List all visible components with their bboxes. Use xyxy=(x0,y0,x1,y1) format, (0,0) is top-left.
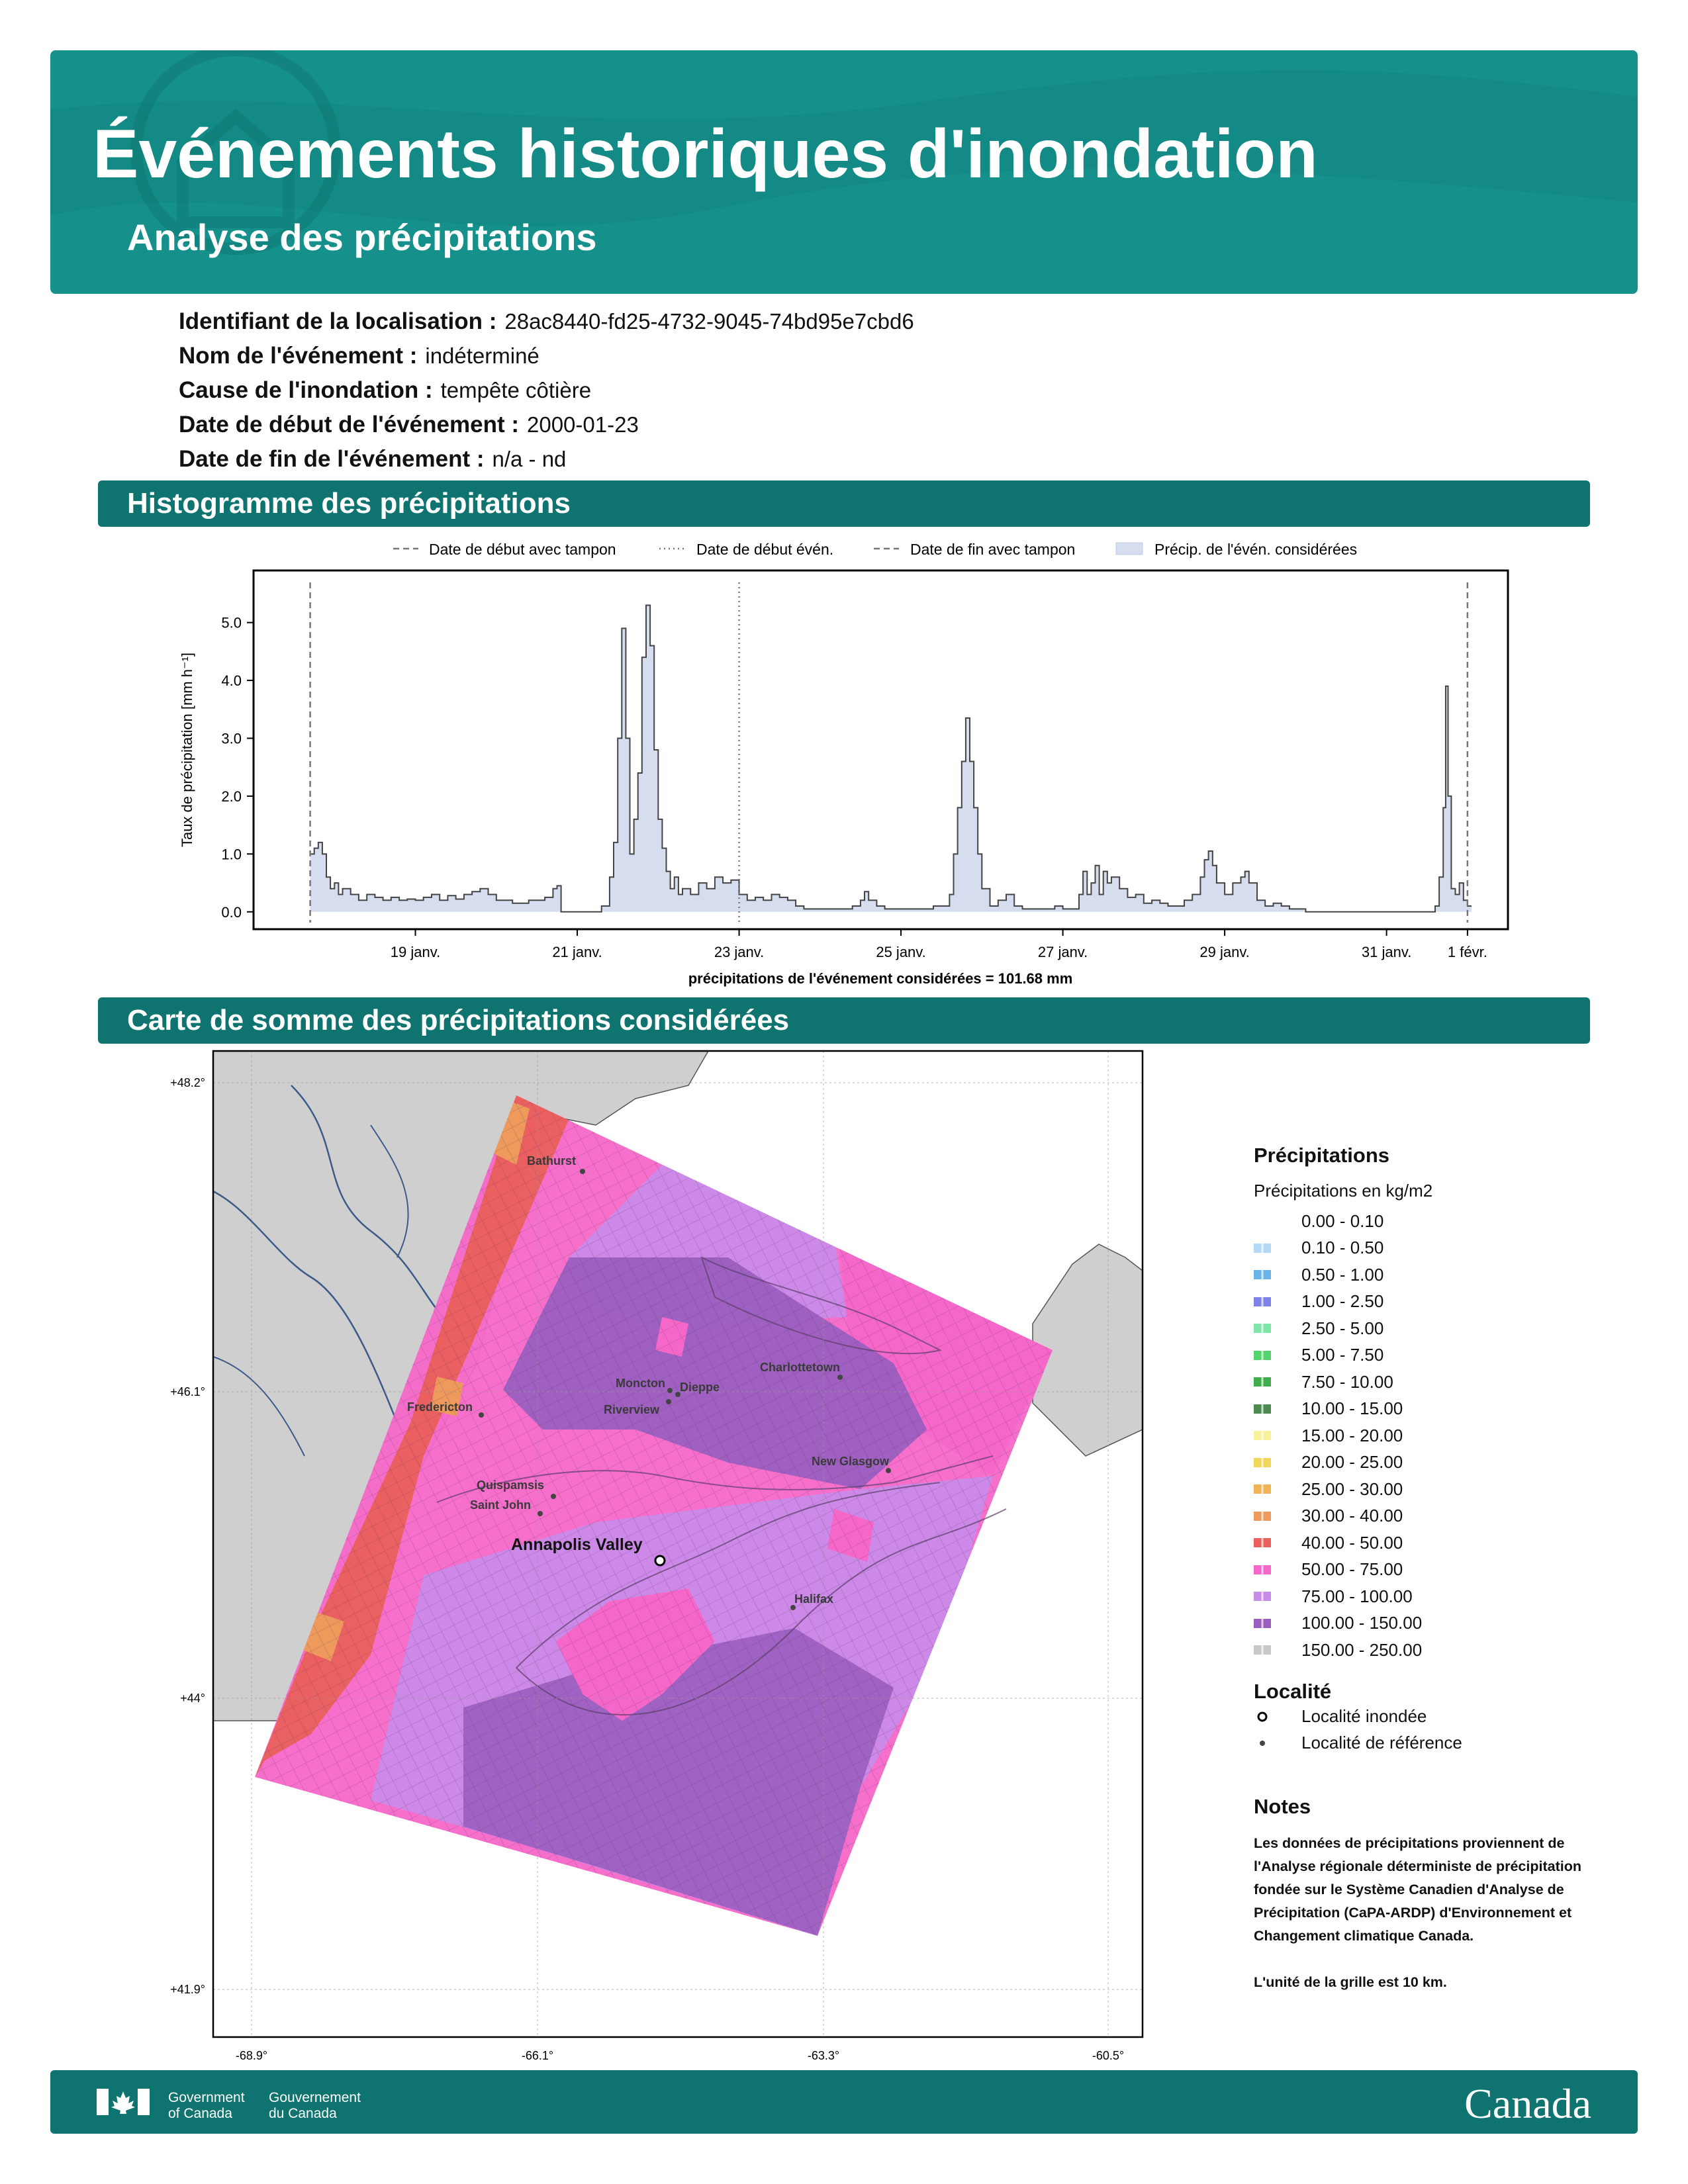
y-tick-label: 4.0 xyxy=(221,672,242,690)
place-fredericton: Fredericton xyxy=(407,1400,473,1414)
legend-buffer-end-label: Date de fin avec tampon xyxy=(910,541,1076,558)
lon-label-66: -66.1° xyxy=(521,2049,554,2062)
legend-class-item xyxy=(1254,1235,1611,1262)
locality-title: Localité xyxy=(1254,1679,1332,1703)
legend-class-item xyxy=(1254,1557,1611,1584)
legend-color-swatch xyxy=(1254,1377,1271,1387)
legend-class-item xyxy=(1254,1289,1611,1316)
legend-class-label: 0.00 - 0.10 xyxy=(1301,1210,1384,1231)
section-map-header: Carte de somme des précipitations considérées xyxy=(98,997,1590,1044)
y-tick-label: 5.0 xyxy=(221,614,242,631)
x-tick-label: 19 janv. xyxy=(390,944,441,960)
gov-english: Government of Canada xyxy=(168,2090,245,2121)
canada-wordmark: Canada xyxy=(1464,2080,1591,2127)
legend-class-item xyxy=(1254,1396,1611,1423)
section-histogram-header: Histogramme des précipitations xyxy=(98,480,1590,527)
legend-color-swatch xyxy=(1254,1431,1271,1440)
x-tick-label: 27 janv. xyxy=(1037,944,1088,960)
x-tick-label: 31 janv. xyxy=(1361,944,1412,960)
legend-title: Précipitations xyxy=(1254,1144,1389,1167)
lat-label-46: +46.1° xyxy=(170,1385,205,1398)
place-riverview: Riverview xyxy=(604,1403,660,1416)
place-quispamsis: Quispamsis xyxy=(477,1479,545,1492)
place-new-glasgow: New Glasgow xyxy=(812,1455,890,1468)
map-legend xyxy=(1254,1144,1611,1994)
legend-class-label: 150.00 - 250.00 xyxy=(1301,1639,1423,1660)
legend-class-label: 0.50 - 1.00 xyxy=(1301,1264,1384,1285)
footer xyxy=(50,2070,1638,2134)
locality-flooded: Localité inondée xyxy=(1254,1704,1611,1730)
legend-color-swatch xyxy=(1254,1324,1271,1333)
legend-class-item xyxy=(1254,1476,1611,1503)
x-tick-label: 1 févr. xyxy=(1447,944,1487,960)
detail-location-id: Identifiant de la localisation : 28ac8440-fd25-4732-9045-74bd95e7cbd6 xyxy=(179,308,914,334)
x-tick-label: 23 janv. xyxy=(714,944,765,960)
lon-label-63: -63.3° xyxy=(807,2049,840,2062)
canada-flag-icon xyxy=(97,2089,150,2115)
legend-class-item xyxy=(1254,1342,1611,1369)
x-tick-label: 21 janv. xyxy=(552,944,602,960)
x-axis-label: précipitations de l'événement considérées = 101.68 mm xyxy=(688,970,1073,987)
legend-class-item xyxy=(1254,1610,1611,1637)
legend-class-label: 2.50 - 5.00 xyxy=(1301,1318,1384,1338)
lat-label-41: +41.9° xyxy=(170,1983,205,1996)
legend-class-label: 0.10 - 0.50 xyxy=(1301,1238,1384,1258)
legend-color-swatch xyxy=(1254,1645,1271,1655)
legend-class-item xyxy=(1254,1422,1611,1449)
y-tick-label: 0.0 xyxy=(221,903,242,921)
legend-class-label: 1.00 - 2.50 xyxy=(1301,1291,1384,1312)
legend-color-swatch xyxy=(1254,1619,1271,1628)
legend-color-swatch xyxy=(1254,1565,1271,1574)
legend-class-label: 75.00 - 100.00 xyxy=(1301,1586,1413,1606)
place-halifax: Halifax xyxy=(794,1592,834,1606)
legend-class-item xyxy=(1254,1529,1611,1557)
page-subtitle: Analyse des précipitations xyxy=(127,216,597,258)
legend-class-label: 7.50 - 10.00 xyxy=(1301,1371,1393,1392)
gov-french: Gouvernement du Canada xyxy=(269,2090,361,2121)
legend-class-item xyxy=(1254,1261,1611,1289)
page-title: Événements historiques d'inondation xyxy=(93,116,1318,193)
lon-label-60: -60.5° xyxy=(1092,2049,1125,2062)
notes-title: Notes xyxy=(1254,1794,1311,1818)
legend-event-start-label: Date de début évén. xyxy=(696,541,834,558)
legend-color-swatch xyxy=(1254,1592,1271,1601)
legend-color-swatch xyxy=(1254,1297,1271,1306)
lat-label-44: +44° xyxy=(180,1692,205,1705)
legend-subtitle: Précipitations en kg/m2 xyxy=(1254,1181,1433,1201)
place-saint-john: Saint John xyxy=(470,1498,532,1512)
x-tick-label: 25 janv. xyxy=(876,944,926,960)
place-bathurst: Bathurst xyxy=(527,1154,577,1167)
place-dieppe: Dieppe xyxy=(680,1381,720,1394)
detail-event-name: Nom de l'événement : indéterminé xyxy=(179,343,539,369)
legend-class-item xyxy=(1254,1315,1611,1342)
legend-color-swatch xyxy=(1254,1404,1271,1414)
legend-class-label: 100.00 - 150.00 xyxy=(1301,1613,1423,1633)
legend-color-swatch xyxy=(1254,1244,1271,1253)
legend-precip-label: Précip. de l'évén. considérées xyxy=(1154,541,1358,558)
place-moncton: Moncton xyxy=(616,1377,665,1390)
legend-color-swatch xyxy=(1254,1216,1271,1226)
legend-class-item xyxy=(1254,1208,1611,1235)
legend-color-swatch xyxy=(1254,1538,1271,1547)
y-axis-label: Taux de précipitation [mm h⁻¹] xyxy=(179,652,195,848)
detail-start-date: Date de début de l'événement : 2000-01-23 xyxy=(179,412,639,437)
flooded-marker-icon xyxy=(1254,1710,1271,1723)
legend-class-label: 5.00 - 7.50 xyxy=(1301,1345,1384,1365)
reference-marker-icon xyxy=(1254,1737,1271,1750)
legend-class-item xyxy=(1254,1583,1611,1610)
notes-text: Les données de précipitations proviennent de l'Analyse régionale déterministe de précipitation fondée sur le Système Canadien d'Analyse de Précipitation (CaPA-ARDP) d'Environnement et Changement climatique Canada. xyxy=(1254,1835,1581,1944)
legend-class-label: 15.00 - 20.00 xyxy=(1301,1425,1403,1445)
detail-flood-cause: Cause de l'inondation : tempête côtière xyxy=(179,377,592,403)
legend-class-item xyxy=(1254,1369,1611,1396)
legend-class-item xyxy=(1254,1503,1611,1530)
legend-class-label: 10.00 - 15.00 xyxy=(1301,1398,1403,1419)
grid-note: L'unité de la grille est 10 km. xyxy=(1254,1974,1447,1990)
legend-color-swatch xyxy=(1254,1458,1271,1467)
place-charlottetown: Charlottetown xyxy=(760,1361,840,1374)
legend-class-item xyxy=(1254,1637,1611,1664)
legend-class-label: 30.00 - 40.00 xyxy=(1301,1506,1403,1526)
y-tick-label: 3.0 xyxy=(221,730,242,747)
x-tick-label: 29 janv. xyxy=(1199,944,1250,960)
legend-color-swatch xyxy=(1254,1270,1271,1279)
legend-class-item xyxy=(1254,1449,1611,1477)
legend-buffer-start-label: Date de début avec tampon xyxy=(429,541,616,558)
lat-label-48: +48.2° xyxy=(170,1076,205,1089)
locality-reference: Localité de référence xyxy=(1254,1730,1611,1756)
legend-class-label: 50.00 - 75.00 xyxy=(1301,1559,1403,1580)
legend-classes xyxy=(1254,1208,1611,1664)
y-tick-label: 1.0 xyxy=(221,846,242,863)
y-tick-label: 2.0 xyxy=(221,788,242,805)
legend-color-swatch xyxy=(1254,1484,1271,1494)
legend-class-label: 25.00 - 30.00 xyxy=(1301,1479,1403,1499)
detail-end-date: Date de fin de l'événement : n/a - nd xyxy=(179,446,567,472)
legend-class-label: 40.00 - 50.00 xyxy=(1301,1532,1403,1553)
place-annapolis-valley: Annapolis Valley xyxy=(511,1535,643,1554)
legend-color-swatch xyxy=(1254,1351,1271,1360)
legend-class-label: 20.00 - 25.00 xyxy=(1301,1452,1403,1473)
legend-color-swatch xyxy=(1254,1512,1271,1521)
lon-label-68: -68.9° xyxy=(235,2049,268,2062)
